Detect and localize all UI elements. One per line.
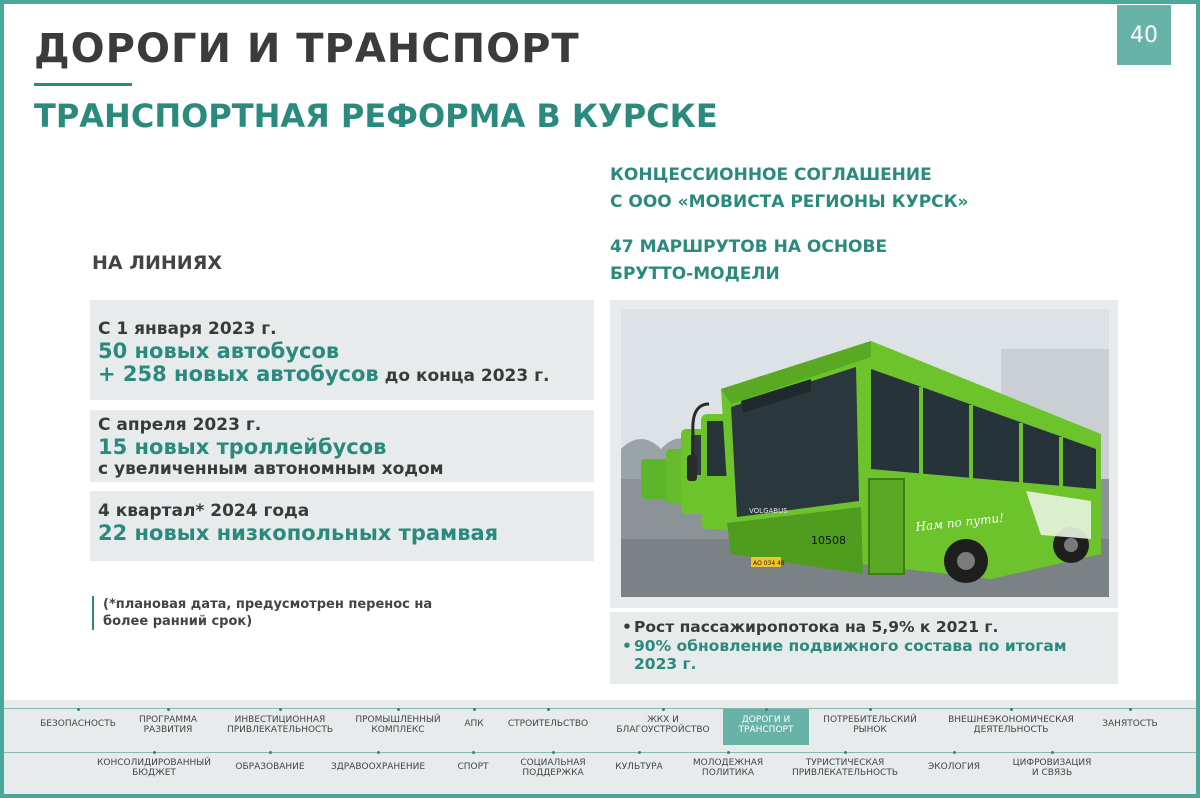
stat-text: Рост пассажиропотока на 5,9% к 2021 г. [634,618,999,636]
nav-tick-icon [727,751,730,754]
routes-heading [610,234,887,288]
nav-item[interactable]: ЗАНЯТОСТЬ [1102,719,1158,729]
nav-item[interactable]: БЕЗОПАСНОСТЬ [40,719,116,729]
stat-text: 90% обновление подвижного состава по итогам 2023 г. [634,636,1067,673]
nav-tick-icon [552,751,555,754]
nav-item[interactable]: ЖКХ И БЛАГОУСТРОЙСТВО [616,715,710,735]
nav-tick-icon [547,708,550,711]
concession-line: С ООО «МОВИСТА РЕГИОНЫ КУРСК» [610,192,969,212]
card-date: С апреля 2023 г. [98,415,262,435]
nav-item[interactable]: ПОТРЕБИТЕЛЬСКИЙ РЫНОК [823,715,917,735]
nav-tick-icon [473,708,476,711]
nav-item[interactable]: СПОРТ [457,762,489,772]
card-date: 4 квартал* 2024 года [98,501,310,521]
nav-item[interactable]: ПРОГРАММА РАЗВИТИЯ [138,715,198,735]
card-highlight-tail: до конца 2023 г. [378,366,550,386]
bullet-dot-icon: • [622,636,632,655]
nav-tick-icon [638,751,641,754]
nav-item[interactable]: ЦИФРОВИЗАЦИЯ И СВЯЗЬ [1012,758,1092,778]
nav-item[interactable]: СТРОИТЕЛЬСТВО [507,719,589,729]
nav-tick-icon [472,751,475,754]
stat-bullet [622,618,1108,637]
photo-panel [610,300,1118,608]
bus-photo [621,309,1109,597]
nav-tick-icon [77,708,80,711]
card-date: С 1 января 2023 г. [98,319,277,339]
card-highlight-secondary [98,363,586,388]
nav-tick-icon [765,708,768,711]
nav-line [4,708,1196,709]
bus-illustration [621,309,1109,597]
card-highlight-main: + 258 новых автобусов [98,362,379,386]
nav-tick-icon [1051,751,1054,754]
nav-item[interactable]: АПК [464,719,484,729]
nav-tick-icon [269,751,272,754]
nav-tick-icon [953,751,956,754]
bus-number-label: 10508 [811,534,846,547]
nav-item[interactable]: ЗДРАВООХРАНЕНИЕ [330,762,426,772]
bus-brand-label: VOLGABUS [749,507,788,515]
nav-tick-icon [1010,708,1013,711]
nav-tick-icon [377,751,380,754]
nav-line [4,752,1196,753]
bus-slogan-label: Нам по пути! [914,510,1005,534]
concession-heading [610,162,969,216]
nav-tick-icon [844,751,847,754]
card-highlight: 22 новых низкопольных трамвая [98,521,499,545]
trolleybus-card [90,410,594,482]
stats-panel [610,612,1118,684]
nav-tick-icon [279,708,282,711]
nav-item[interactable]: ТУРИСТИЧЕСКАЯ ПРИВЛЕКАТЕЛЬНОСТЬ [791,758,899,778]
on-lines-heading: НА ЛИНИЯХ [92,252,222,274]
concession-line: КОНЦЕССИОННОЕ СОГЛАШЕНИЕ [610,165,932,185]
page-title: ДОРОГИ И ТРАНСПОРТ [34,26,580,72]
nav-tick-icon [662,708,665,711]
bullet-dot-icon: • [622,618,632,636]
stat-bullet [622,637,1108,674]
nav-item[interactable]: ОБРАЗОВАНИЕ [235,762,305,772]
nav-tick-icon [153,751,156,754]
routes-line: 47 МАРШРУТОВ НА ОСНОВЕ [610,237,888,257]
nav-tick-icon [167,708,170,711]
section-subtitle: ТРАНСПОРТНАЯ РЕФОРМА В КУРСКЕ [34,97,718,135]
card-highlight: 50 новых автобусов [98,339,340,363]
nav-item[interactable]: ИНВЕСТИЦИОННАЯ ПРИВЛЕКАТЕЛЬНОСТЬ [226,715,334,735]
nav-item[interactable]: СОЦИАЛЬНАЯ ПОДДЕРЖКА [520,758,586,778]
section-navigation [4,700,1196,794]
nav-tick-icon [397,708,400,711]
nav-item[interactable]: КОНСОЛИДИРОВАННЫЙ БЮДЖЕТ [97,758,211,778]
routes-line: БРУТТО-МОДЕЛИ [610,264,780,284]
nav-item[interactable]: МОЛОДЕЖНАЯ ПОЛИТИКА [692,758,764,778]
nav-item[interactable]: ДОРОГИ И ТРАНСПОРТ [738,715,794,735]
title-underline [34,83,132,86]
tram-card [90,491,594,561]
nav-tick-icon [869,708,872,711]
nav-tick-icon [1129,708,1132,711]
bus-plate-label: АО 034 46 [753,560,785,567]
card-highlight: 15 новых троллейбусов [98,435,387,459]
nav-item[interactable]: ВНЕШНЕЭКОНОМИЧЕСКАЯ ДЕЯТЕЛЬНОСТЬ [948,715,1074,735]
nav-item[interactable]: ЭКОЛОГИЯ [927,762,981,772]
footnote: (*плановая дата, предусмотрен перенос на более ранний срок) [92,596,452,630]
bus-card [90,300,594,400]
page-number: 40 [1117,5,1171,65]
nav-item[interactable]: ПРОМЫШЛЕННЫЙ КОМПЛЕКС [355,715,441,735]
nav-item[interactable]: КУЛЬТУРА [615,762,663,772]
card-detail: с увеличенным автономным ходом [98,459,444,479]
